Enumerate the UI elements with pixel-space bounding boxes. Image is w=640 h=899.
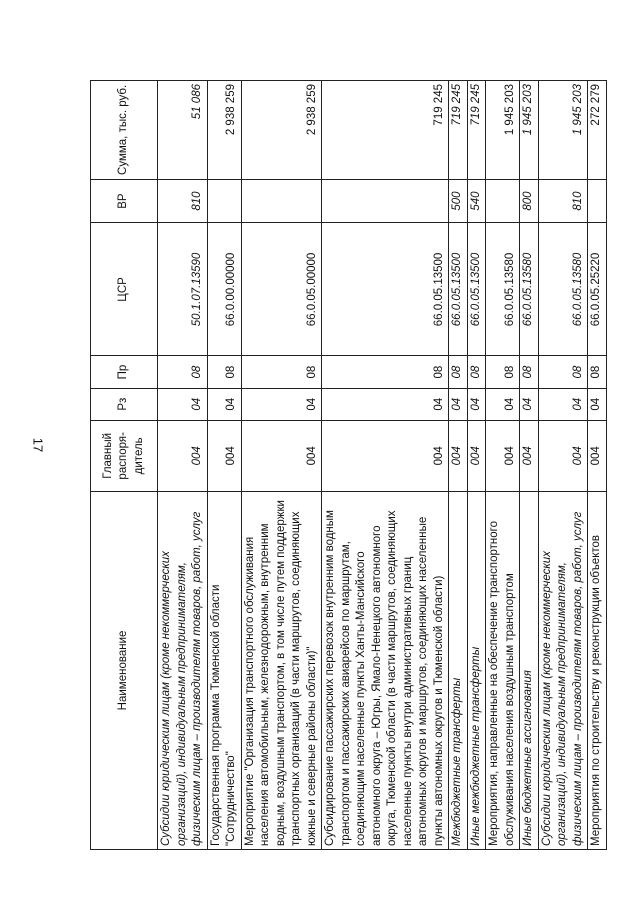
row-section: 04	[207, 388, 241, 420]
row-name: Межбюджетные трансферты	[449, 491, 468, 849]
row-sum: 719 245	[322, 81, 449, 180]
row-name: Субсидии юридическим лицам (кроме некоммерческих организаций), индивидуальным предпринимателям, физическим лицам – производителям товаров, работ, услуг	[158, 491, 208, 849]
row-target-article: 50.1.07.13590	[158, 223, 208, 356]
row-subsection: 08	[520, 356, 539, 388]
row-subsection: 08	[207, 356, 241, 388]
row-section: 04	[520, 388, 539, 420]
table-row	[158, 81, 208, 850]
row-chief-manager: 004	[207, 420, 241, 491]
row-expense-type: 810	[538, 179, 588, 223]
table-row	[588, 81, 607, 850]
row-expense-type	[322, 179, 449, 223]
table-row	[449, 81, 468, 850]
page-number: 17	[30, 437, 46, 453]
row-sum: 2 938 259	[241, 81, 322, 180]
row-subsection: 08	[322, 356, 449, 388]
row-target-article: 66.0.05.00000	[241, 223, 322, 356]
row-sum: 1 945 203	[486, 81, 520, 180]
row-chief-manager: 004	[467, 420, 486, 491]
row-subsection: 08	[588, 356, 607, 388]
row-section: 04	[588, 388, 607, 420]
row-expense-type: 500	[449, 179, 468, 223]
row-chief-manager: 004	[520, 420, 539, 491]
row-name: Иные бюджетные ассигнования	[520, 491, 539, 849]
budget-table-sheet	[90, 80, 602, 850]
row-subsection: 08	[538, 356, 588, 388]
row-subsection: 08	[241, 356, 322, 388]
row-section: 04	[158, 388, 208, 420]
row-section: 04	[467, 388, 486, 420]
table-row	[241, 81, 322, 850]
row-chief-manager: 004	[449, 420, 468, 491]
table-row	[486, 81, 520, 850]
row-section: 04	[241, 388, 322, 420]
row-section: 04	[538, 388, 588, 420]
row-target-article: 66.0.05.13500	[322, 223, 449, 356]
row-target-article: 66.0.00.00000	[207, 223, 241, 356]
row-sum: 1 945 203	[538, 81, 588, 180]
row-subsection: 08	[467, 356, 486, 388]
table-body	[158, 81, 607, 850]
header-sum: Сумма, тыс. руб.	[91, 81, 158, 180]
header-name: Наименование	[91, 491, 158, 849]
row-section: 04	[322, 388, 449, 420]
row-subsection: 08	[486, 356, 520, 388]
header-target-article: ЦСР	[91, 223, 158, 356]
row-name: Субсидирование пассажирских перевозок внутренним водным транспортом и пассажирских авиарейсов по маршрутам, соединяющим населенные пункты Ханты-Мансийского автономного округа – Югры, Ямало-Ненецкого автономного округа, Тюменской области (в части маршрутов, соединяющих населенные пункты внутри административных границ автономных округов и маршрутов, соединяющих населенные пункты автономных округов и Тюменской области)	[322, 491, 449, 849]
row-expense-type	[207, 179, 241, 223]
row-target-article: 66.0.05.13580	[486, 223, 520, 356]
table-header-row	[91, 81, 158, 850]
header-chief-manager: Главный распоря-дитель	[91, 420, 158, 491]
row-target-article: 66.0.05.13500	[449, 223, 468, 356]
row-subsection: 08	[449, 356, 468, 388]
row-name: Мероприятие "Организация транспортного обслуживания населения автомобильным, железнодорожным, внутренним водным, воздушным транспортом, в том числе путем поддержки транспортных организаций (в части маршрутов, соединяющих южные и северные районы области)"	[241, 491, 322, 849]
row-expense-type	[588, 179, 607, 223]
row-sum: 719 245	[467, 81, 486, 180]
row-name: Субсидии юридическим лицам (кроме некоммерческих организаций), индивидуальным предпринимателям, физическим лицам – производителям товаров, работ, услуг	[538, 491, 588, 849]
row-target-article: 66.0.05.13580	[520, 223, 539, 356]
row-chief-manager: 004	[538, 420, 588, 491]
row-expense-type: 540	[467, 179, 486, 223]
row-target-article: 66.0.05.13500	[467, 223, 486, 356]
row-subsection: 08	[158, 356, 208, 388]
row-name: Мероприятия, направленные на обеспечение транспортного обслуживания населения воздушным транспортом	[486, 491, 520, 849]
row-expense-type	[241, 179, 322, 223]
row-sum: 2 938 259	[207, 81, 241, 180]
rotated-table-wrapper	[90, 80, 602, 850]
row-section: 04	[486, 388, 520, 420]
row-name: Государственная программа Тюменской области "Сотрудничество"	[207, 491, 241, 849]
row-chief-manager: 004	[241, 420, 322, 491]
row-sum: 1 945 203	[520, 81, 539, 180]
row-chief-manager: 004	[322, 420, 449, 491]
row-chief-manager: 004	[486, 420, 520, 491]
table-row	[322, 81, 449, 850]
row-expense-type: 810	[158, 179, 208, 223]
table-row	[520, 81, 539, 850]
table-row	[207, 81, 241, 850]
header-expense-type: ВР	[91, 179, 158, 223]
row-chief-manager: 004	[158, 420, 208, 491]
row-name: Иные межбюджетные трансферты	[467, 491, 486, 849]
row-expense-type: 800	[520, 179, 539, 223]
budget-table	[90, 80, 607, 850]
row-expense-type	[486, 179, 520, 223]
header-subsection: Пр	[91, 356, 158, 388]
row-target-article: 66.0.05.25220	[588, 223, 607, 356]
table-row	[538, 81, 588, 850]
row-name: Мероприятия по строительству и реконструкции объектов	[588, 491, 607, 849]
row-sum: 272 279	[588, 81, 607, 180]
row-section: 04	[449, 388, 468, 420]
header-section: Рз	[91, 388, 158, 420]
row-sum: 719 245	[449, 81, 468, 180]
row-sum: 51 086	[158, 81, 208, 180]
row-chief-manager: 004	[588, 420, 607, 491]
row-target-article: 66.0.05.13580	[538, 223, 588, 356]
table-row	[467, 81, 486, 850]
